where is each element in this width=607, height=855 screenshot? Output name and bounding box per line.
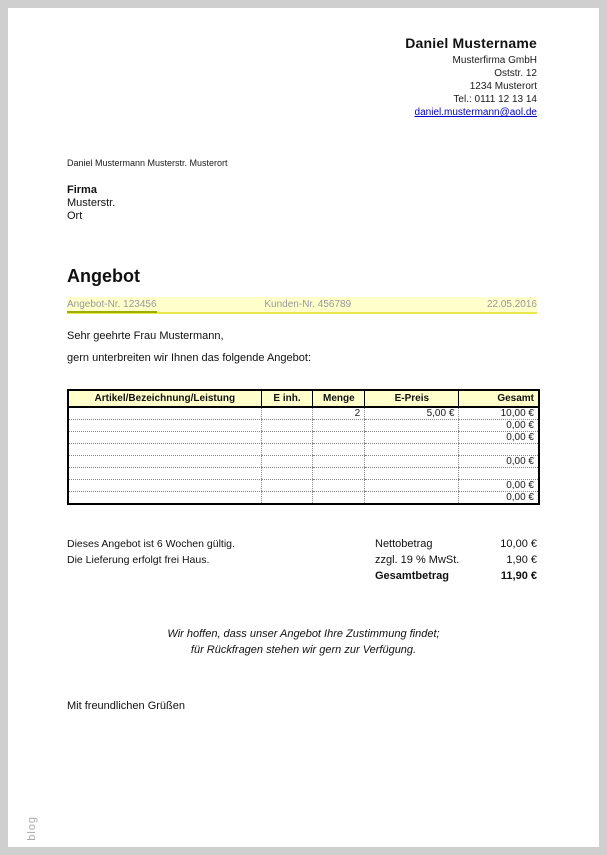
cell-artikel xyxy=(68,420,261,432)
cell-gesamt: 0,00 € xyxy=(459,420,539,432)
recipient-street: Musterstr. xyxy=(67,197,116,209)
cell-einh xyxy=(261,407,313,420)
vat-label: zzgl. 19 % MwSt. xyxy=(375,554,460,566)
customer-number: Kunden-Nr. 456789 xyxy=(264,299,352,310)
cell-einh xyxy=(261,420,313,432)
table-row xyxy=(68,420,539,432)
cell-epreis xyxy=(365,456,459,468)
document-date: 22.05.2016 xyxy=(486,299,537,310)
table-row xyxy=(68,432,539,444)
condition-delivery: Die Lieferung erfolgt frei Haus. xyxy=(67,554,210,566)
cell-epreis xyxy=(365,444,459,456)
watermark-text: blog xyxy=(26,816,38,841)
cell-menge xyxy=(313,468,365,480)
cell-gesamt xyxy=(459,468,539,480)
totals-block xyxy=(375,536,537,584)
cell-epreis xyxy=(365,492,459,505)
recipient-company: Firma xyxy=(67,184,97,196)
sender-company: Musterfirma GmbH xyxy=(452,55,537,66)
cell-epreis xyxy=(365,420,459,432)
cell-gesamt xyxy=(459,444,539,456)
cell-menge xyxy=(313,480,365,492)
cell-gesamt: 0,00 € xyxy=(459,432,539,444)
table-header-row xyxy=(68,390,539,407)
sender-city: 1234 Musterort xyxy=(469,81,537,92)
intro-line: gern unterbreiten wir Ihnen das folgende Angebot: xyxy=(67,352,312,364)
net-value: 10,00 € xyxy=(500,538,537,550)
sender-email-link[interactable]: daniel.mustermann@aol.de xyxy=(414,107,537,118)
return-address-line: Daniel Mustermann Musterstr. Musterort xyxy=(67,158,228,168)
table-row xyxy=(68,456,539,468)
cell-einh xyxy=(261,480,313,492)
table-row xyxy=(68,492,539,505)
cell-artikel xyxy=(68,432,261,444)
closing-line-2: für Rückfragen stehen wir gern zur Verfügung. xyxy=(190,644,417,656)
cell-menge: 2 xyxy=(313,407,365,420)
vat-row xyxy=(375,552,537,568)
cell-epreis: 5,00 € xyxy=(365,407,459,420)
cell-epreis xyxy=(365,480,459,492)
items-table xyxy=(67,389,540,505)
sender-block xyxy=(405,35,537,120)
grand-total-value: 11,90 € xyxy=(500,570,537,582)
cell-artikel xyxy=(68,456,261,468)
cell-menge xyxy=(313,444,365,456)
cell-gesamt: 10,00 € xyxy=(459,407,539,420)
cell-artikel xyxy=(68,444,261,456)
sender-name: Daniel Mustername xyxy=(405,35,537,51)
cell-artikel xyxy=(68,480,261,492)
header-einh: E inh. xyxy=(261,390,313,407)
recipient-block xyxy=(67,184,115,223)
signoff: Mit freundlichen Grüßen xyxy=(67,700,185,712)
page-title: Angebot xyxy=(67,266,140,286)
table-row xyxy=(68,468,539,480)
grand-total-row xyxy=(375,568,537,584)
cell-einh xyxy=(261,456,313,468)
cell-einh xyxy=(261,444,313,456)
cell-gesamt: 0,00 € xyxy=(459,480,539,492)
header-menge: Menge xyxy=(313,390,365,407)
cell-einh xyxy=(261,492,313,505)
cell-artikel xyxy=(68,492,261,505)
sender-phone: Tel.: 0111 12 13 14 xyxy=(453,94,537,105)
closing-block xyxy=(8,626,599,658)
net-label: Nettobetrag xyxy=(375,538,433,550)
cell-menge xyxy=(313,432,365,444)
meta-bar xyxy=(67,297,537,314)
closing-line-1: Wir hoffen, dass unser Angebot Ihre Zustimmung findet; xyxy=(167,628,440,640)
table-row xyxy=(68,407,539,420)
sender-street: Oststr. 12 xyxy=(494,68,537,79)
header-gesamt: Gesamt xyxy=(459,390,539,407)
cell-einh xyxy=(261,468,313,480)
table-row xyxy=(68,480,539,492)
offer-number: Angebot-Nr. 123456 xyxy=(67,299,264,310)
cell-epreis xyxy=(365,468,459,480)
header-artikel: Artikel/Bezeichnung/Leistung xyxy=(68,390,261,407)
table-row xyxy=(68,444,539,456)
cell-einh xyxy=(261,432,313,444)
cell-menge xyxy=(313,456,365,468)
header-epreis: E-Preis xyxy=(365,390,459,407)
condition-validity: Dieses Angebot ist 6 Wochen gültig. xyxy=(67,538,235,550)
salutation: Sehr geehrte Frau Mustermann, xyxy=(67,330,224,342)
recipient-city: Ort xyxy=(67,210,83,222)
vat-value: 1,90 € xyxy=(506,554,537,566)
cell-artikel xyxy=(68,407,261,420)
grand-total-label: Gesamtbetrag xyxy=(375,570,449,582)
cell-epreis xyxy=(365,432,459,444)
document-page xyxy=(8,8,599,847)
cell-menge xyxy=(313,420,365,432)
cell-artikel xyxy=(68,468,261,480)
net-total-row xyxy=(375,536,537,552)
conditions-block xyxy=(67,536,235,568)
cell-gesamt: 0,00 € xyxy=(459,456,539,468)
cell-gesamt: 0,00 € xyxy=(459,492,539,505)
cell-menge xyxy=(313,492,365,505)
